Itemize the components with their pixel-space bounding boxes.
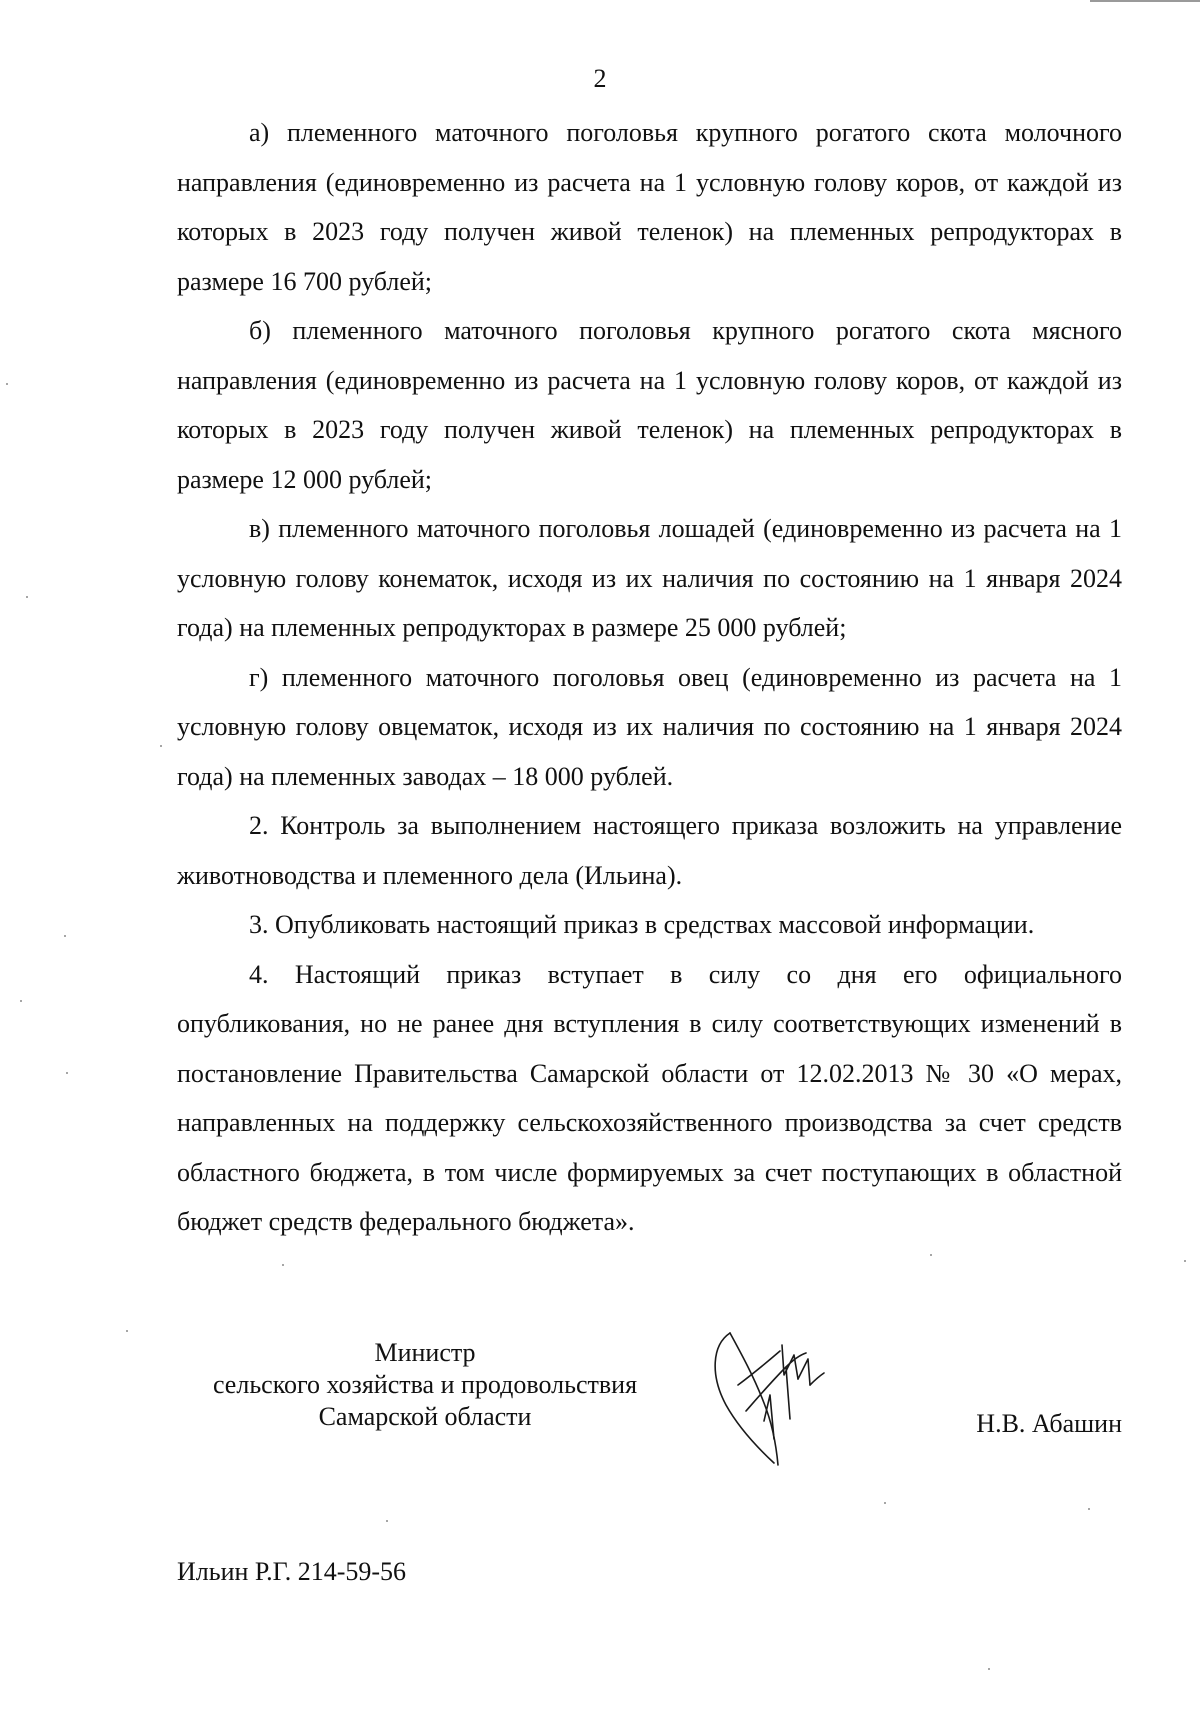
- paragraph-a: а) племенного маточного поголовья крупного рогатого скота молочного направления (единовременно из расчета на 1 условную голову коров, от каждой из которых в 2023 году получен живой теленок) на племенных репродукторах в размере 16 700 рублей;: [177, 118, 1122, 296]
- scan-speck: [64, 935, 66, 937]
- scan-speck: [1184, 1260, 1186, 1262]
- signer-name: Н.В. Абашин: [976, 1409, 1122, 1438]
- page-number: 2: [593, 64, 607, 93]
- signatory-title-line-3: Самарской области: [318, 1402, 532, 1431]
- scan-edge-line: [1090, 0, 1200, 2]
- scan-speck: [6, 383, 8, 385]
- scan-speck: [386, 1520, 388, 1522]
- signatory-title-line-1: Министр: [374, 1338, 476, 1367]
- paragraph-g: г) племенного маточного поголовья овец (единовременно из расчета на 1 условную голову овцематок, исходя из их наличия по состоянию на 1 января 2024 года) на племенных заводах – 18 000 рублей.: [177, 662, 1122, 791]
- scan-speck: [930, 1254, 932, 1256]
- document-body: [177, 108, 1122, 1247]
- paragraph-b: б) племенного маточного поголовья крупного рогатого скота мясного направления (единовременно из расчета на 1 условную голову коров, от каждой из которых в 2023 году получен живой теленок) на племенных репродукторах в размере 12 000 рублей;: [177, 316, 1122, 494]
- signatory-title: [170, 1337, 680, 1433]
- paragraph-v: в) племенного маточного поголовья лошадей (единовременно из расчета на 1 условную голову конематок, исходя из их наличия по состоянию на 1 января 2024 года) на племенных репродукторах в размере 25 000 рублей;: [177, 514, 1122, 642]
- paragraph-3: 3. Опубликовать настоящий приказ в средствах массовой информации.: [249, 910, 1035, 939]
- signatory-title-line-2: сельского хозяйства и продовольствия: [212, 1370, 638, 1399]
- paragraph-4: 4. Настоящий приказ вступает в силу со дня его официального опубликования, но не ранее дня вступления в силу соответствующих изменений в постановление Правительства Самарской области от 12.02.2013 № 30 «О мерах, направленных на поддержку сельскохозяйственного производства за счет средств областного бюджета, в том числе формируемых за счет поступающих в областной бюджет средств федерального бюджета».: [177, 959, 1122, 1236]
- scan-speck: [282, 1264, 284, 1266]
- scan-speck: [26, 596, 28, 598]
- handwritten-signature-icon: [702, 1315, 852, 1470]
- executor-contact: Ильин Р.Г. 214-59-56: [177, 1557, 407, 1586]
- scan-speck: [1088, 1508, 1090, 1510]
- paragraph-2: 2. Контроль за выполнением настоящего приказа возложить на управление животноводства и племенного дела (Ильина).: [177, 811, 1122, 890]
- scan-speck: [160, 745, 162, 747]
- scan-speck: [884, 1502, 886, 1504]
- scan-speck: [66, 1072, 68, 1074]
- scan-speck: [126, 1330, 128, 1332]
- scan-speck: [20, 1000, 22, 1002]
- scan-speck: [988, 1668, 990, 1670]
